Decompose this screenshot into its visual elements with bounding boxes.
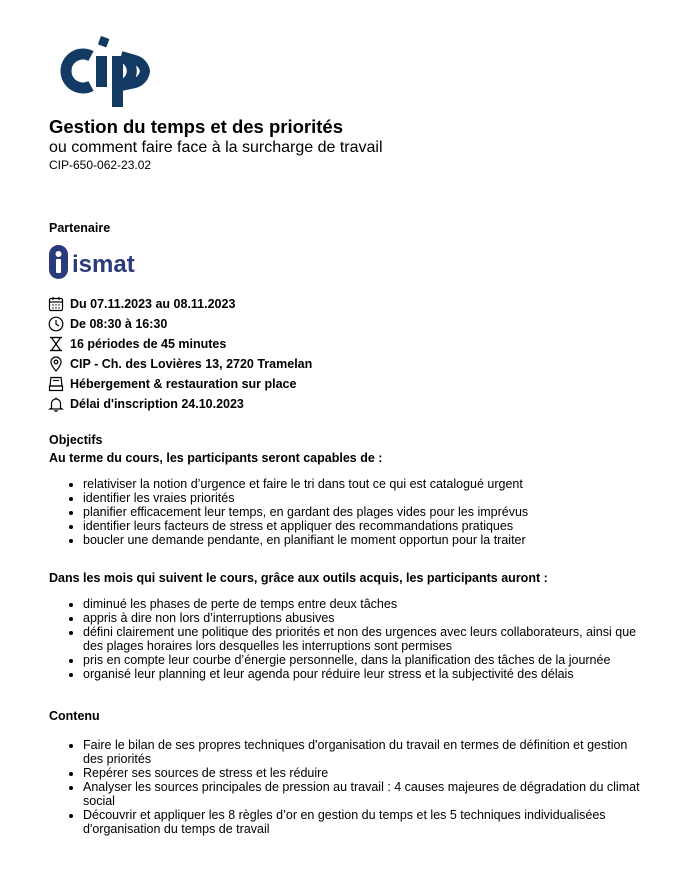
info-hours-text: De 08:30 à 16:30	[70, 317, 168, 331]
info-periods	[48, 334, 648, 354]
objectives-section	[49, 432, 649, 547]
course-header	[49, 116, 649, 173]
content-list	[49, 738, 649, 836]
list-item: • Repérer ses sources de stress et les réduire	[83, 766, 649, 780]
objectives-list	[49, 477, 649, 547]
info-lodging	[48, 374, 648, 394]
cip-logo-mark	[55, 36, 151, 108]
list-item: • diminué les phases de perte de temps entre deux tâches	[83, 597, 649, 611]
list-item: • boucler une demande pendante, en planifiant le moment opportun pour la traiter	[83, 533, 649, 547]
content-heading: Contenu	[49, 709, 100, 723]
list-item: • pris en compte leur courbe d’énergie personnelle, dans la planification des tâches de la journée	[83, 653, 649, 667]
bell-icon	[48, 396, 64, 412]
info-location-text: CIP - Ch. des Lovières 13, 2720 Tramelan	[70, 357, 313, 371]
location-pin-icon	[48, 356, 64, 372]
objectives-heading: Objectifs	[49, 433, 103, 447]
ismat-logo-mark	[48, 244, 140, 281]
info-dates	[48, 294, 648, 314]
list-item: • Faire le bilan de ses propres techniques d'organisation du travail en termes de définition et gestion des priorités	[83, 738, 649, 766]
hourglass-icon	[48, 336, 64, 352]
course-info-list	[48, 294, 648, 414]
objectives-lead: Au terme du cours, les participants seront capables de :	[49, 451, 383, 465]
list-item: • identifier leurs facteurs de stress et appliquer des recommandations pratiques	[83, 519, 649, 533]
ismat-logo-text: ismat	[72, 251, 135, 278]
info-periods-text: 16 périodes de 45 minutes	[70, 337, 227, 351]
cip-logo	[55, 36, 151, 108]
list-item: • relativiser la notion d’urgence et faire le tri dans tout ce qui est catalogué urgent	[83, 477, 649, 491]
content-section	[49, 708, 649, 836]
list-item: • identifier les vraies priorités	[83, 491, 649, 505]
hotel-icon	[48, 376, 64, 392]
calendar-icon	[48, 296, 64, 312]
list-item: • organisé leur planning et leur agenda pour réduire leur stress et la subjectivité des délais	[83, 667, 649, 681]
outcomes-section	[49, 570, 649, 681]
partner-label: Partenaire	[49, 221, 111, 235]
info-lodging-text: Hébergement & restauration sur place	[70, 377, 297, 391]
course-code: CIP-650-062-23.02	[49, 158, 152, 172]
outcomes-list	[49, 597, 649, 681]
clock-icon	[48, 316, 64, 332]
list-item: • appris à dire non lors d’interruptions abusives	[83, 611, 649, 625]
info-deadline-text: Délai d'inscription 24.10.2023	[70, 397, 244, 411]
list-item: • défini clairement une politique des priorités et non des urgences avec leurs collaborateurs, ainsi que des plages horaires lors desquelles les interruptions sont permises	[83, 625, 649, 653]
info-dates-text: Du 07.11.2023 au 08.11.2023	[70, 297, 236, 311]
list-item: • Analyser les sources principales de pression au travail : 4 causes majeures de dégradation du climat social	[83, 780, 649, 808]
ismat-logo	[48, 244, 140, 281]
list-item: • planifier efficacement leur temps, en gardant des plages vides pour les imprévus	[83, 505, 649, 519]
info-location	[48, 354, 648, 374]
info-hours	[48, 314, 648, 334]
info-deadline	[48, 394, 648, 414]
course-subtitle: ou comment faire face à la surcharge de travail	[49, 139, 383, 156]
list-item: • Découvrir et appliquer les 8 règles d’or en gestion du temps et les 5 techniques individualisées d'organisation du temps de travail	[83, 808, 649, 836]
outcomes-lead: Dans les mois qui suivent le cours, grâce aux outils acquis, les participants auront :	[49, 571, 548, 585]
course-title: Gestion du temps et des priorités	[49, 116, 344, 137]
